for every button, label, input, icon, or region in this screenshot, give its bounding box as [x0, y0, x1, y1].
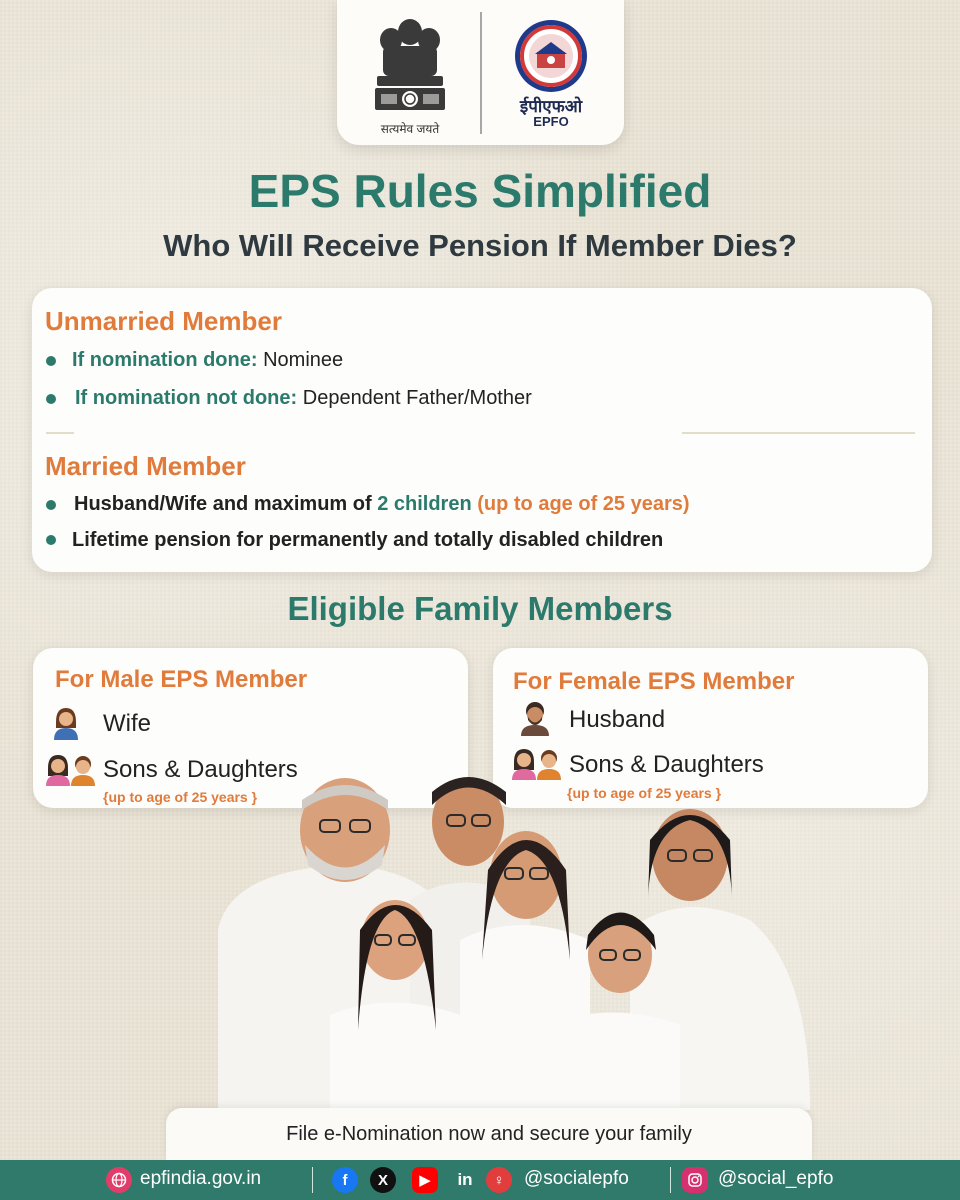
logo-divider: [480, 12, 482, 134]
social-handle[interactable]: @socialepfo: [524, 1168, 629, 1189]
male-card-heading: For Male EPS Member: [55, 666, 308, 693]
children-highlight: 2 children: [377, 493, 472, 515]
national-emblem-icon: [367, 10, 453, 120]
item-label: If nomination done:: [72, 349, 258, 371]
bullet-icon: [46, 394, 56, 404]
footer-separator: [312, 1167, 313, 1193]
globe-glyph: [111, 1172, 127, 1188]
koo-icon[interactable]: ♀: [486, 1167, 512, 1193]
married-item-2: Lifetime pension for permanently and totally disabled children: [72, 529, 664, 551]
female-card-age-note: {up to age of 25 years }: [567, 785, 722, 801]
item-label: If nomination not done:: [75, 387, 298, 409]
footer-separator: [670, 1167, 671, 1193]
bullet-icon: [46, 356, 56, 366]
cta-banner: File e-Nomination now and secure your family: [166, 1108, 812, 1160]
page-title: EPS Rules Simplified: [248, 165, 712, 217]
married-item-1: [74, 493, 690, 516]
age-note: (up to age of 25 years): [477, 493, 690, 515]
male-card-spouse: Wife: [103, 710, 151, 737]
female-card-children: Sons & Daughters: [569, 751, 764, 778]
married-heading: Married Member: [45, 451, 246, 481]
instagram-icon[interactable]: [682, 1167, 708, 1193]
female-card-spouse: Husband: [569, 706, 666, 733]
website-link[interactable]: epfindia.gov.in: [140, 1168, 262, 1189]
youtube-icon[interactable]: ▶: [412, 1167, 438, 1193]
unmarried-heading: Unmarried Member: [45, 306, 282, 336]
family-photo: [210, 770, 820, 1110]
eligible-title: Eligible Family Members: [287, 590, 673, 627]
bullet-icon: [46, 535, 56, 545]
item-value: Nominee: [263, 349, 344, 371]
globe-icon[interactable]: [106, 1167, 132, 1193]
unmarried-item-2: [75, 387, 532, 410]
footer-bar: [0, 1160, 960, 1200]
emblem-caption: सत्यमेव जयते: [380, 122, 440, 136]
instagram-glyph: [687, 1172, 703, 1188]
bullet-icon: [46, 500, 56, 510]
x-icon[interactable]: X: [370, 1167, 396, 1193]
facebook-icon[interactable]: f: [332, 1167, 358, 1193]
man-icon: [519, 700, 551, 736]
divider-right: [682, 432, 915, 434]
male-card-age-note: {up to age of 25 years }: [103, 789, 258, 805]
social-handle-instagram[interactable]: @social_epfo: [718, 1168, 834, 1189]
unmarried-item-1: [72, 349, 343, 372]
item-value: Dependent Father/Mother: [302, 387, 532, 409]
woman-icon: [51, 706, 81, 740]
children-icon: [45, 752, 97, 786]
epfo-english-label: EPFO: [533, 114, 569, 129]
logo-header: [337, 0, 624, 145]
item-text: Husband/Wife and maximum of: [74, 493, 372, 515]
female-card-heading: For Female EPS Member: [513, 668, 795, 695]
linkedin-icon[interactable]: in: [457, 1170, 473, 1189]
epfo-seal-icon: [513, 18, 589, 94]
rules-card: [32, 288, 932, 572]
male-card-children: Sons & Daughters: [103, 756, 298, 783]
epfo-hindi-label: ईपीएफओ: [519, 97, 583, 116]
page-subtitle: Who Will Receive Pension If Member Dies?: [163, 228, 797, 263]
divider-left: [46, 432, 74, 434]
